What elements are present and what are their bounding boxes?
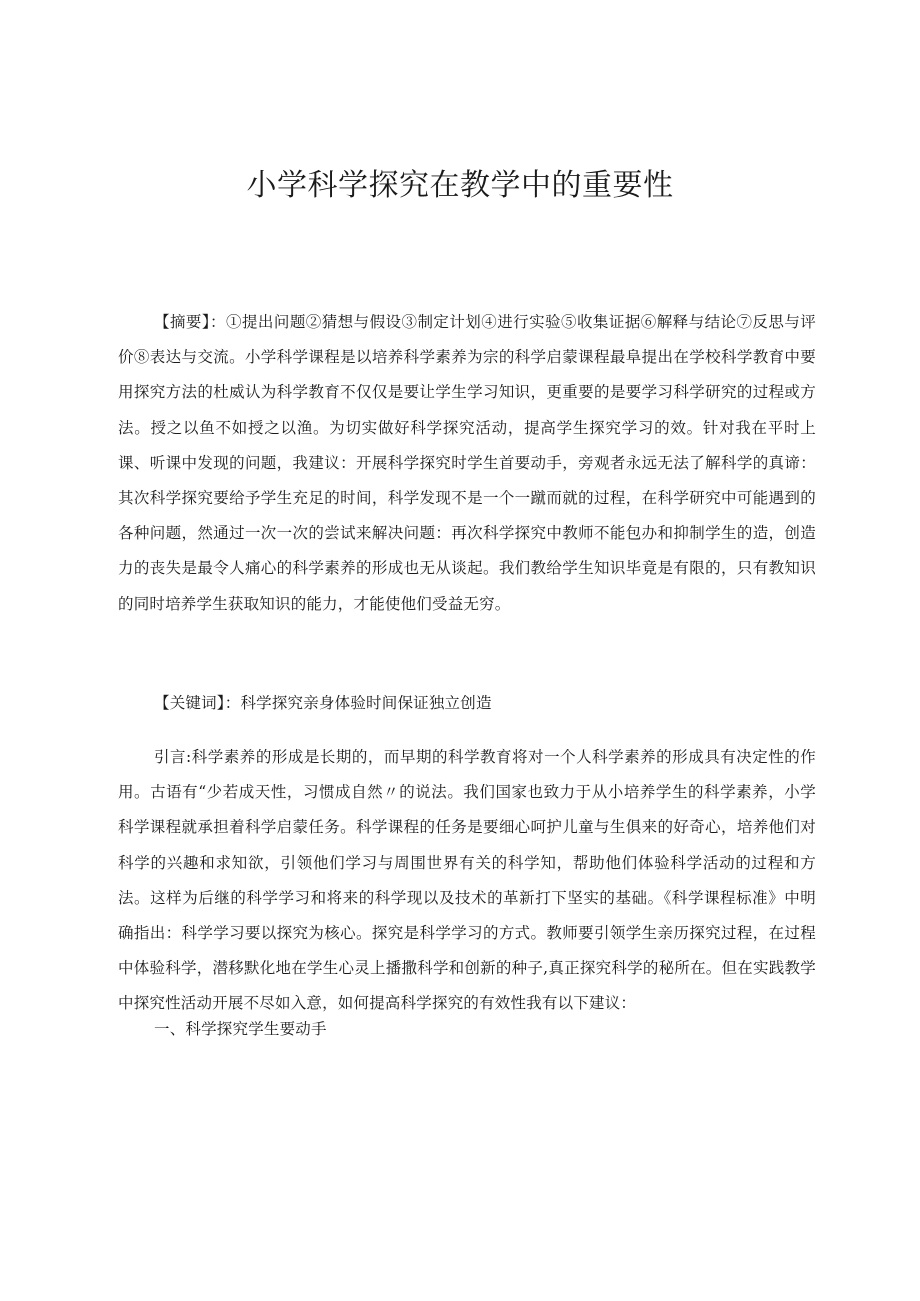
abstract-paragraph [118, 305, 816, 622]
keywords-text: 科学探究亲身体验时间保证独立创造 [240, 694, 492, 712]
keywords-paragraph [118, 686, 816, 721]
keywords-label: 【关键词】： [154, 694, 241, 712]
abstract-label: 【摘要】： [154, 313, 227, 331]
intro-paragraph: 引言:科学素养的形成是长期的，而早期的科学教育将对一个人科学素养的形成具有决定性的作用。古语有“少若成天性，习惯成自然〃的说法。我们国家也致力于从小培养学生的科学素养，小学科学课程就承担着科学启蒙任务。科学课程的任务是要细心呵护儿童与生俱来的好奇心，培养他们对科学的兴趣和求知欲，引领他们学习与周围世界有关的科学知，帮助他们体验科学活动的过程和方法。这样为后继的科学学习和将来的科学现以及技术的革新打下坚实的基础。《科学课程标准》中明确指出：科学学习要以探究为核心。探究是科学学习的方式。教师要引领学生亲历探究过程，在过程中体验科学，潜移默化地在学生心灵上播撒科学和创新的种子,真正探究科学的秘所在。但在实践教学中探究性活动开展不尽如入意，如何提高科学探究的有效性我有以下建议： [118, 748, 816, 1013]
section-heading: 一、科学探究学生要动手 [154, 1020, 327, 1038]
abstract-text: ①提出问题②猜想与假设③制定计划④进行实验⑤收集证据⑥解释与结论⑦反思与评价⑧表达与交流。小学科学课程是以培养科学素养为宗的科学启蒙课程最阜提出在学校科学教育中要用探究方法的杜威认为科学教育不仅仅是要让学生学习知识，更重要的是要学习科学研究的过程或方法。授之以鱼不如授之以渔。为切实做好科学探究活动，提高学生探究学习的效。针对我在平时上课、听课中发现的问题，我建议：开展科学探究时学生首要动手，旁观者永远无法了解科学的真谛：其次科学探究要给予学生充足的时间，科学发现不是一个一蹴而就的过程，在科学研究中可能遇到的各种问题，然通过一次一次的尝试来解决问题：再次科学探究中教师不能包办和抑制学生的造，创造力的丧失是最令人痛心的科学素养的形成也无从谈起。我们教给学生知识毕竟是有限的，只有教知识的同时培养学生获取知识的能力，才能使他们受益无穷。 [118, 313, 816, 613]
document-title: 小学科学探究在教学中的重要性 [246, 168, 674, 203]
